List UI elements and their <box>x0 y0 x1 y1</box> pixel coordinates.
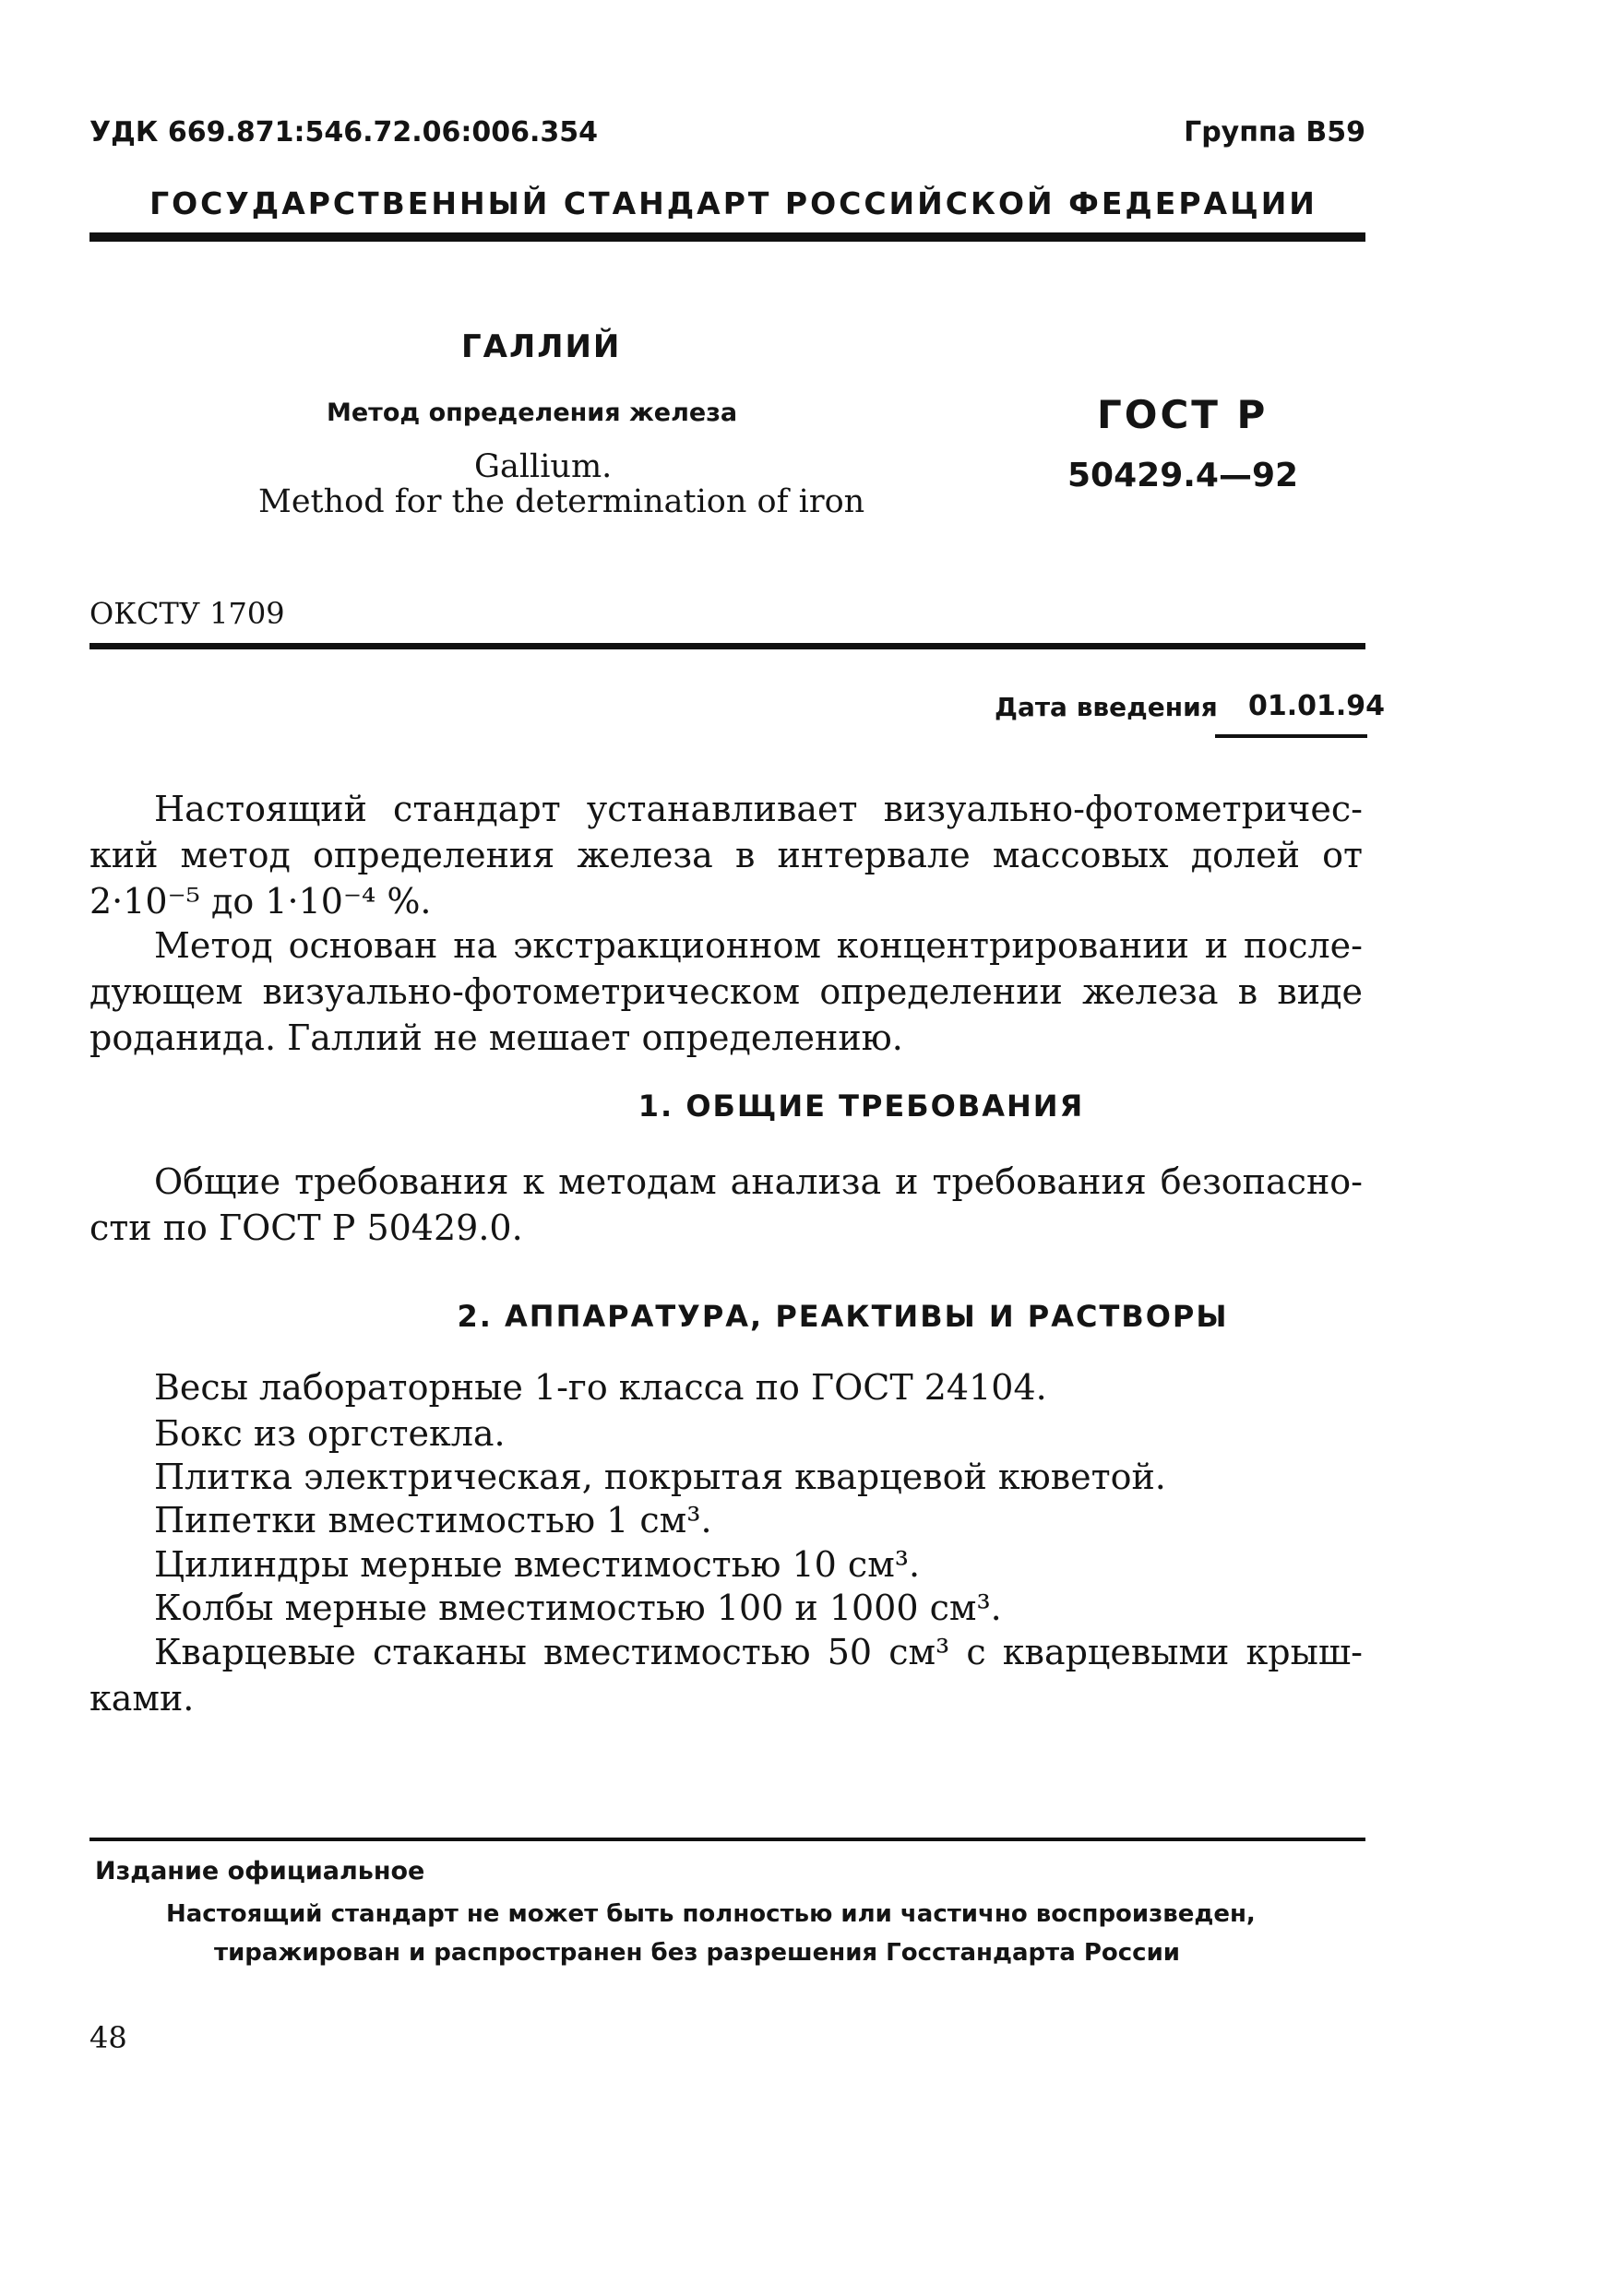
equipment-item: Бокс из оргстекла. <box>154 1413 506 1454</box>
gost-designation: ГОСТ Р <box>1097 392 1269 437</box>
text-line: Метод основан на экстракционном концентрировании и после- <box>154 925 1363 966</box>
text-line: дующем визуально-фотометрическом определении железа в виде <box>89 971 1363 1012</box>
standard-title-en-line2: Method for the determination of iron <box>258 483 865 520</box>
standard-subtitle-ru: Метод определения железа <box>327 399 738 427</box>
text-line: 2·10⁻⁵ до 1·10⁻⁴ %. <box>89 881 432 922</box>
date-underline <box>1215 734 1367 738</box>
section-1-paragraph <box>89 1159 1363 1251</box>
date-label: Дата введения <box>995 692 1218 722</box>
copyright-notice-line2: тиражирован и распространен без разрешения Госстандарта России <box>214 1939 1181 1967</box>
text-line: Общие требования к методам анализа и требования безопасно- <box>154 1161 1363 1202</box>
equipment-item: Колбы мерные вместимостью 100 и 1000 см³. <box>154 1588 1002 1628</box>
oksty-rule <box>89 643 1365 649</box>
date-value: 01.01.94 <box>1248 690 1386 722</box>
standard-title-ru: ГАЛЛИЙ <box>461 328 622 365</box>
text-line: Настоящий стандарт устанавливает визуально-фотометричес- <box>154 789 1363 829</box>
intro-paragraph-1 <box>89 786 1363 924</box>
text-line: ками. <box>89 1678 195 1719</box>
text-line: сти по ГОСТ Р 50429.0. <box>89 1207 523 1248</box>
section-1-heading: 1. ОБЩИЕ ТРЕБОВАНИЯ <box>638 1089 1085 1124</box>
gost-number: 50429.4—92 <box>1067 457 1299 494</box>
standard-title-en-line1: Gallium. <box>474 448 613 485</box>
state-standard-title: ГОСУДАРСТВЕННЫЙ СТАНДАРТ РОССИЙСКОЙ ФЕДЕРАЦИИ <box>149 185 1317 221</box>
section-2-heading: 2. АППАРАТУРА, РЕАКТИВЫ И РАСТВОРЫ <box>457 1299 1229 1334</box>
equipment-item: Плитка электрическая, покрытая кварцевой кюветой. <box>154 1457 1166 1497</box>
equipment-item: Пипетки вместимостью 1 см³. <box>154 1500 712 1541</box>
udk-code: УДК 669.871:546.72.06:006.354 <box>89 116 599 149</box>
intro-paragraph-2 <box>89 922 1363 1061</box>
group-code: Группа В59 <box>1184 116 1365 149</box>
edition-label: Издание официальное <box>95 1857 425 1886</box>
page-number: 48 <box>89 2020 127 2055</box>
text-line: Кварцевые стаканы вместимостью 50 см³ с кварцевыми крыш- <box>154 1632 1363 1672</box>
text-line: роданида. Галлий не мешает определению. <box>89 1017 903 1058</box>
equipment-item: Цилиндры мерные вместимостью 10 см³. <box>154 1544 921 1585</box>
text-line: кий метод определения железа в интервале массовых долей от <box>89 835 1363 875</box>
copyright-notice-line1: Настоящий стандарт не может быть полностью или частично воспроизведен, <box>166 1900 1256 1928</box>
header-thick-rule <box>89 232 1365 242</box>
footer-rule <box>89 1838 1365 1841</box>
equipment-item-last <box>89 1629 1363 1721</box>
oksty-code: ОКСТУ 1709 <box>89 596 285 631</box>
equipment-item: Весы лабораторные 1-го класса по ГОСТ 24104. <box>154 1367 1047 1408</box>
